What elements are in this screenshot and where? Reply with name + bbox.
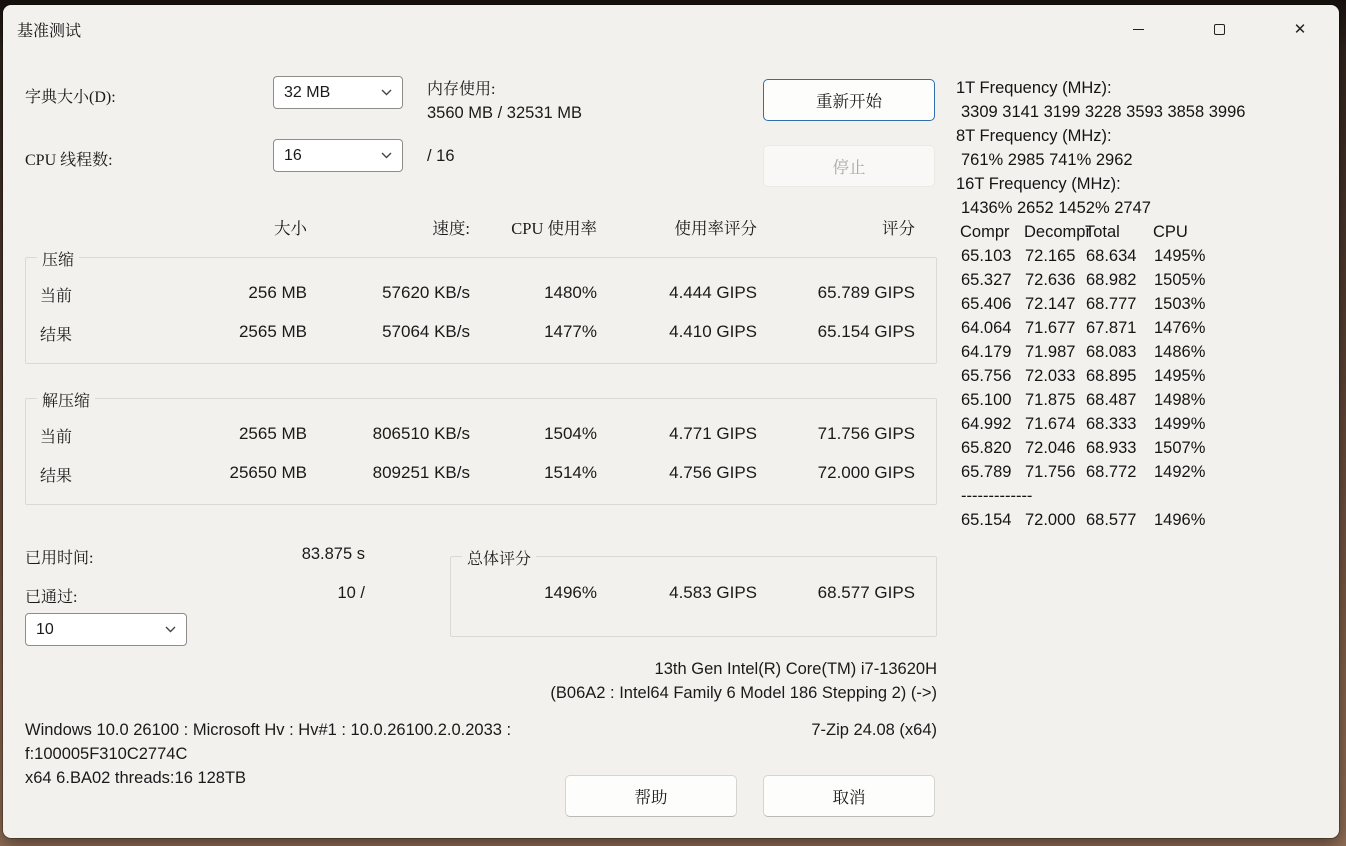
help-button[interactable]: 帮助 — [565, 775, 737, 817]
rating-usage-value: 4.410 GIPS — [669, 322, 757, 341]
passes-value: 10 / — [337, 584, 365, 602]
freq-16t-label: 16T Frequency (MHz): — [956, 175, 1121, 193]
col-rating-usage: 使用率评分 — [674, 219, 757, 238]
rating-value: 65.789 GIPS — [817, 283, 915, 302]
result-row: 65.327 72.636 68.982 1505% — [961, 271, 1206, 289]
cpu-threads-label: CPU 线程数: — [25, 152, 113, 169]
elapsed-time-label: 已用时间: — [25, 550, 94, 567]
col-speed: 速度: — [432, 219, 470, 238]
result-total-row: 65.154 72.000 68.577 1496% — [961, 511, 1206, 529]
freq-8t-label: 8T Frequency (MHz): — [956, 127, 1112, 145]
speed-value: 57064 KB/s — [382, 322, 470, 341]
dictionary-size-label: 字典大小(D): — [25, 89, 116, 106]
decompression-groupbox — [25, 398, 937, 505]
system-info-line3: x64 6.BA02 threads:16 128TB — [25, 769, 247, 787]
elapsed-time-value: 83.875 s — [301, 545, 365, 563]
cpu-usage-value: 1480% — [544, 283, 597, 302]
freq-8t-values: 761% 2985 741% 2962 — [961, 151, 1133, 169]
close-button[interactable] — [1277, 13, 1323, 45]
cpu-threads-select[interactable] — [273, 139, 403, 172]
rating-usage-value: 4.756 GIPS — [669, 463, 757, 482]
benchmark-dialog — [3, 5, 1339, 838]
decompression-group-label: 解压缩 — [37, 388, 95, 411]
rating-value: 65.154 GIPS — [817, 322, 915, 341]
result-row: 65.756 72.033 68.895 1495% — [961, 367, 1206, 385]
minimize-icon — [1133, 29, 1144, 30]
rating-usage-total: 4.583 GIPS — [669, 583, 757, 602]
speed-value: 809251 KB/s — [372, 463, 470, 482]
result-row: 65.789 71.756 68.772 1492% — [961, 463, 1206, 481]
chevron-down-icon — [381, 152, 392, 159]
result-row: 65.100 71.875 68.487 1498% — [961, 391, 1206, 409]
dictionary-size-select[interactable] — [273, 76, 403, 109]
col-cpu-usage: CPU 使用率 — [511, 219, 597, 238]
compression-groupbox — [25, 257, 937, 364]
result-row: 64.992 71.674 68.333 1499% — [961, 415, 1206, 433]
size-value: 2565 MB — [238, 322, 307, 341]
speed-value: 57620 KB/s — [382, 283, 470, 302]
cancel-button[interactable]: 取消 — [763, 775, 935, 817]
memory-usage-value: 3560 MB / 32531 MB — [427, 104, 583, 122]
row-label: 结果 — [40, 327, 73, 344]
maximize-button[interactable] — [1196, 13, 1242, 45]
7zip-version: 7-Zip 24.08 (x64) — [811, 721, 937, 739]
result-row: 64.064 71.677 67.871 1476% — [961, 319, 1206, 337]
speed-value: 806510 KB/s — [372, 424, 470, 443]
cpu-threads-value: 16 — [284, 146, 302, 164]
rating-total: 68.577 GIPS — [817, 583, 915, 602]
result-row: 65.103 72.165 68.634 1495% — [961, 247, 1206, 265]
title-bar — [3, 5, 1339, 51]
bench-row-decompression-current — [25, 424, 915, 447]
passes-select-value: 10 — [36, 620, 54, 638]
rating-value: 71.756 GIPS — [817, 424, 915, 443]
freq-1t-values: 3309 3141 3199 3228 3593 3858 3996 — [961, 103, 1246, 121]
bench-row-total — [25, 583, 915, 603]
bench-table-header — [25, 215, 915, 239]
cpu-usage-total: 1496% — [544, 583, 597, 602]
restart-button[interactable]: 重新开始 — [763, 79, 935, 121]
bench-row-decompression-result — [25, 463, 915, 486]
window-title: 基准测试 — [17, 23, 82, 40]
results-header: Compr Decompr Total CPU — [960, 223, 1188, 241]
rating-usage-value: 4.771 GIPS — [669, 424, 757, 443]
col-size: 大小 — [274, 219, 307, 238]
cpu-usage-value: 1514% — [544, 463, 597, 482]
cpu-info-line2: (B06A2 : Intel64 Family 6 Model 186 Stepping 2) (->) — [550, 684, 937, 702]
row-label: 当前 — [40, 429, 73, 446]
result-row: 65.820 72.046 68.933 1507% — [961, 439, 1206, 457]
maximize-icon — [1214, 24, 1225, 35]
passes-select[interactable] — [25, 613, 187, 646]
cpu-threads-total: / 16 — [427, 147, 455, 165]
chevron-down-icon — [165, 626, 176, 633]
freq-1t-label: 1T Frequency (MHz): — [956, 79, 1112, 97]
cpu-usage-value: 1477% — [544, 322, 597, 341]
system-info-line2: f:100005F310C2774C — [25, 745, 188, 763]
system-info-line1: Windows 10.0 26100 : Microsoft Hv : Hv#1 : 10.0.26100.2.0.2033 : — [25, 721, 512, 739]
compression-group-label: 压缩 — [37, 247, 79, 270]
memory-usage-label: 内存使用: — [427, 81, 496, 98]
passes-label: 已通过: — [25, 589, 78, 606]
cpu-info-line1: 13th Gen Intel(R) Core(TM) i7-13620H — [654, 660, 937, 678]
size-value: 2565 MB — [238, 424, 307, 443]
rating-usage-value: 4.444 GIPS — [669, 283, 757, 302]
minimize-button[interactable] — [1115, 13, 1161, 45]
stop-button[interactable]: 停止 — [763, 145, 935, 187]
close-icon: ✕ — [1293, 20, 1307, 38]
size-value: 25650 MB — [229, 463, 307, 482]
result-row: 64.179 71.987 68.083 1486% — [961, 343, 1206, 361]
total-rating-group-label: 总体评分 — [462, 546, 536, 569]
bench-row-compression-current — [25, 283, 915, 306]
bench-row-compression-result — [25, 322, 915, 345]
row-label: 结果 — [40, 468, 73, 485]
size-value: 256 MB — [248, 283, 307, 302]
results-log-panel — [956, 76, 1306, 532]
freq-16t-values: 1436% 2652 1452% 2747 — [961, 199, 1151, 217]
rating-value: 72.000 GIPS — [817, 463, 915, 482]
results-separator: ------------- — [961, 487, 1033, 505]
chevron-down-icon — [381, 89, 392, 96]
row-label: 当前 — [40, 288, 73, 305]
cpu-usage-value: 1504% — [544, 424, 597, 443]
dictionary-size-value: 32 MB — [284, 83, 331, 101]
result-row: 65.406 72.147 68.777 1503% — [961, 295, 1206, 313]
col-rating: 评分 — [882, 219, 915, 238]
